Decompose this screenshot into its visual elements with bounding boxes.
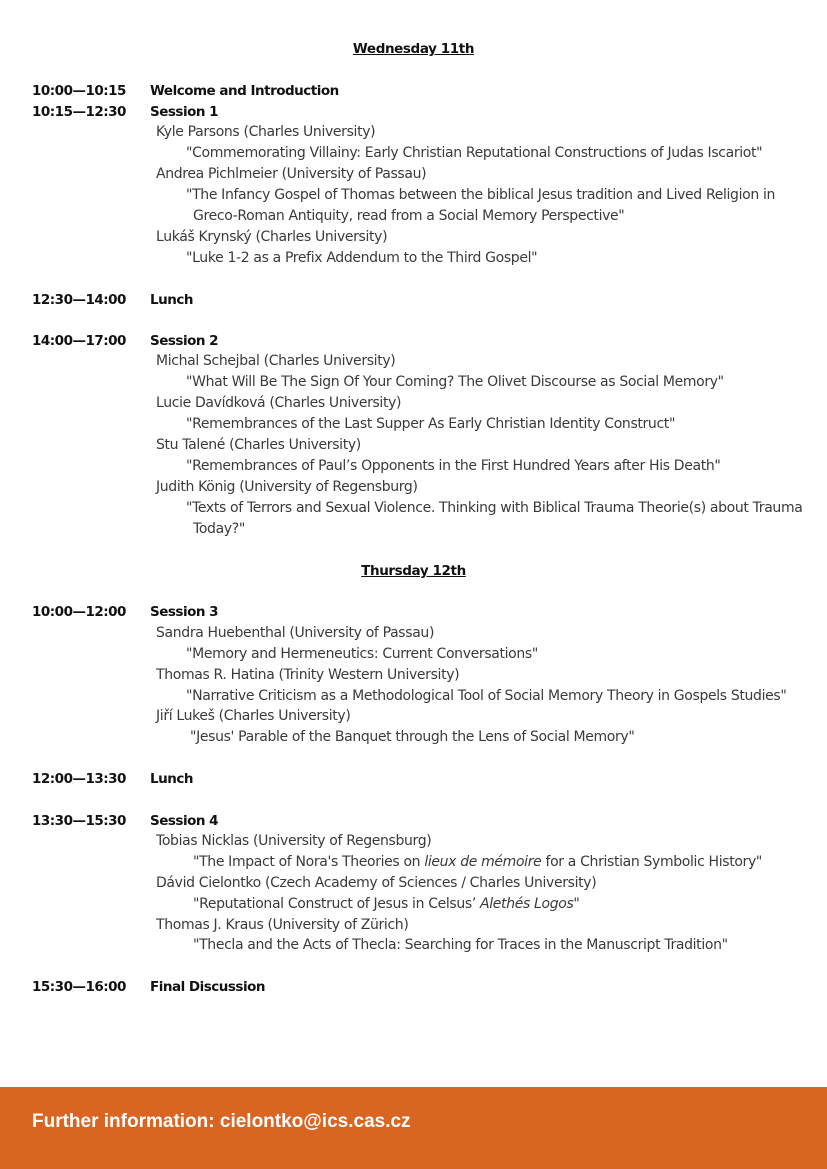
speaker-name: Thomas R. Hatina (Trinity Western University) xyxy=(156,667,460,683)
talk-title xyxy=(193,854,762,870)
speaker-name: Thomas J. Kraus (University of Zürich) xyxy=(156,917,409,933)
footer-contact-text: Further information: cielontko@ics.cas.cz xyxy=(32,1111,411,1132)
speaker-name: Lucie Davídková (Charles University) xyxy=(156,395,402,411)
talk-title-text: " xyxy=(573,896,580,912)
speaker-name: Dávid Cielontko (Czech Academy of Sciences / Charles University) xyxy=(156,875,597,891)
talk-title-text: for a Christian Symbolic History" xyxy=(541,854,762,870)
slot-time: 12:00—13:30 xyxy=(32,771,126,787)
slot-label: Session 1 xyxy=(150,104,219,120)
slot-time: 10:00—10:15 xyxy=(32,83,126,99)
talk-title: "Texts of Terrors and Sexual Violence. Thinking with Biblical Trauma Theorie(s) about Trauma xyxy=(186,500,803,516)
speaker-name: Judith König (University of Regensburg) xyxy=(156,479,418,495)
talk-title: "Remembrances of Paul’s Opponents in the First Hundred Years after His Death" xyxy=(186,458,721,474)
talk-title: "Commemorating Villainy: Early Christian Reputational Constructions of Judas Iscariot" xyxy=(186,145,763,161)
talk-title: "Narrative Criticism as a Methodological Tool of Social Memory Theory in Gospels Studies" xyxy=(186,688,787,704)
speaker-name: Kyle Parsons (Charles University) xyxy=(156,124,376,140)
talk-title: "Jesus' Parable of the Banquet through the Lens of Social Memory" xyxy=(190,729,635,745)
speaker-name: Lukáš Krynský (Charles University) xyxy=(156,229,388,245)
slot-label: Session 3 xyxy=(150,604,219,620)
talk-title-text: "Reputational Construct of Jesus in Celsus’ xyxy=(193,896,481,912)
slot-time: 15:30—16:00 xyxy=(32,979,126,995)
footer-banner xyxy=(0,1087,827,1169)
talk-title: "Memory and Hermeneutics: Current Conversations" xyxy=(186,646,538,662)
slot-label: Final Discussion xyxy=(150,979,265,995)
speaker-name: Andrea Pichlmeier (University of Passau) xyxy=(156,166,427,182)
talk-title-italic: lieux de mémoire xyxy=(424,854,542,870)
talk-title-italic: Alethés Logos xyxy=(480,896,574,912)
talk-title-text: "The Impact of Nora's Theories on xyxy=(193,854,425,870)
slot-label: Session 4 xyxy=(150,813,219,829)
slot-label: Lunch xyxy=(150,292,193,308)
slot-time: 10:15—12:30 xyxy=(32,104,126,120)
speaker-name: Jiří Lukeš (Charles University) xyxy=(156,708,351,724)
slot-label: Lunch xyxy=(150,771,193,787)
slot-time: 10:00—12:00 xyxy=(32,604,126,620)
slot-time: 13:30—15:30 xyxy=(32,813,126,829)
day-heading-wednesday: Wednesday 11th xyxy=(352,41,475,57)
slot-label: Welcome and Introduction xyxy=(150,83,339,99)
speaker-name: Stu Talené (Charles University) xyxy=(156,437,361,453)
talk-title xyxy=(193,937,728,953)
speaker-name: Tobias Nicklas (University of Regensburg) xyxy=(156,833,432,849)
slot-time: 12:30—14:00 xyxy=(32,292,126,308)
slot-time: 14:00—17:00 xyxy=(32,333,126,349)
speaker-name: Sandra Huebenthal (University of Passau) xyxy=(156,625,435,641)
talk-title-continued: Today?" xyxy=(193,521,245,537)
talk-title: "What Will Be The Sign Of Your Coming? The Olivet Discourse as Social Memory" xyxy=(186,374,724,390)
talk-title: "Remembrances of the Last Supper As Early Christian Identity Construct" xyxy=(186,416,676,432)
talk-title-text: "Thecla and the Acts of Thecla: Searching for Traces in the Manuscript Tradition" xyxy=(193,937,728,953)
day-heading-thursday: Thursday 12th xyxy=(361,563,466,579)
talk-title-continued: Greco-Roman Antiquity, read from a Social Memory Perspective" xyxy=(193,208,625,224)
slot-label: Session 2 xyxy=(150,333,219,349)
talk-title: "The Infancy Gospel of Thomas between the biblical Jesus tradition and Lived Religion in xyxy=(186,187,776,203)
talk-title xyxy=(193,896,580,912)
talk-title: "Luke 1-2 as a Prefix Addendum to the Third Gospel" xyxy=(186,250,538,266)
speaker-name: Michal Schejbal (Charles University) xyxy=(156,353,396,369)
